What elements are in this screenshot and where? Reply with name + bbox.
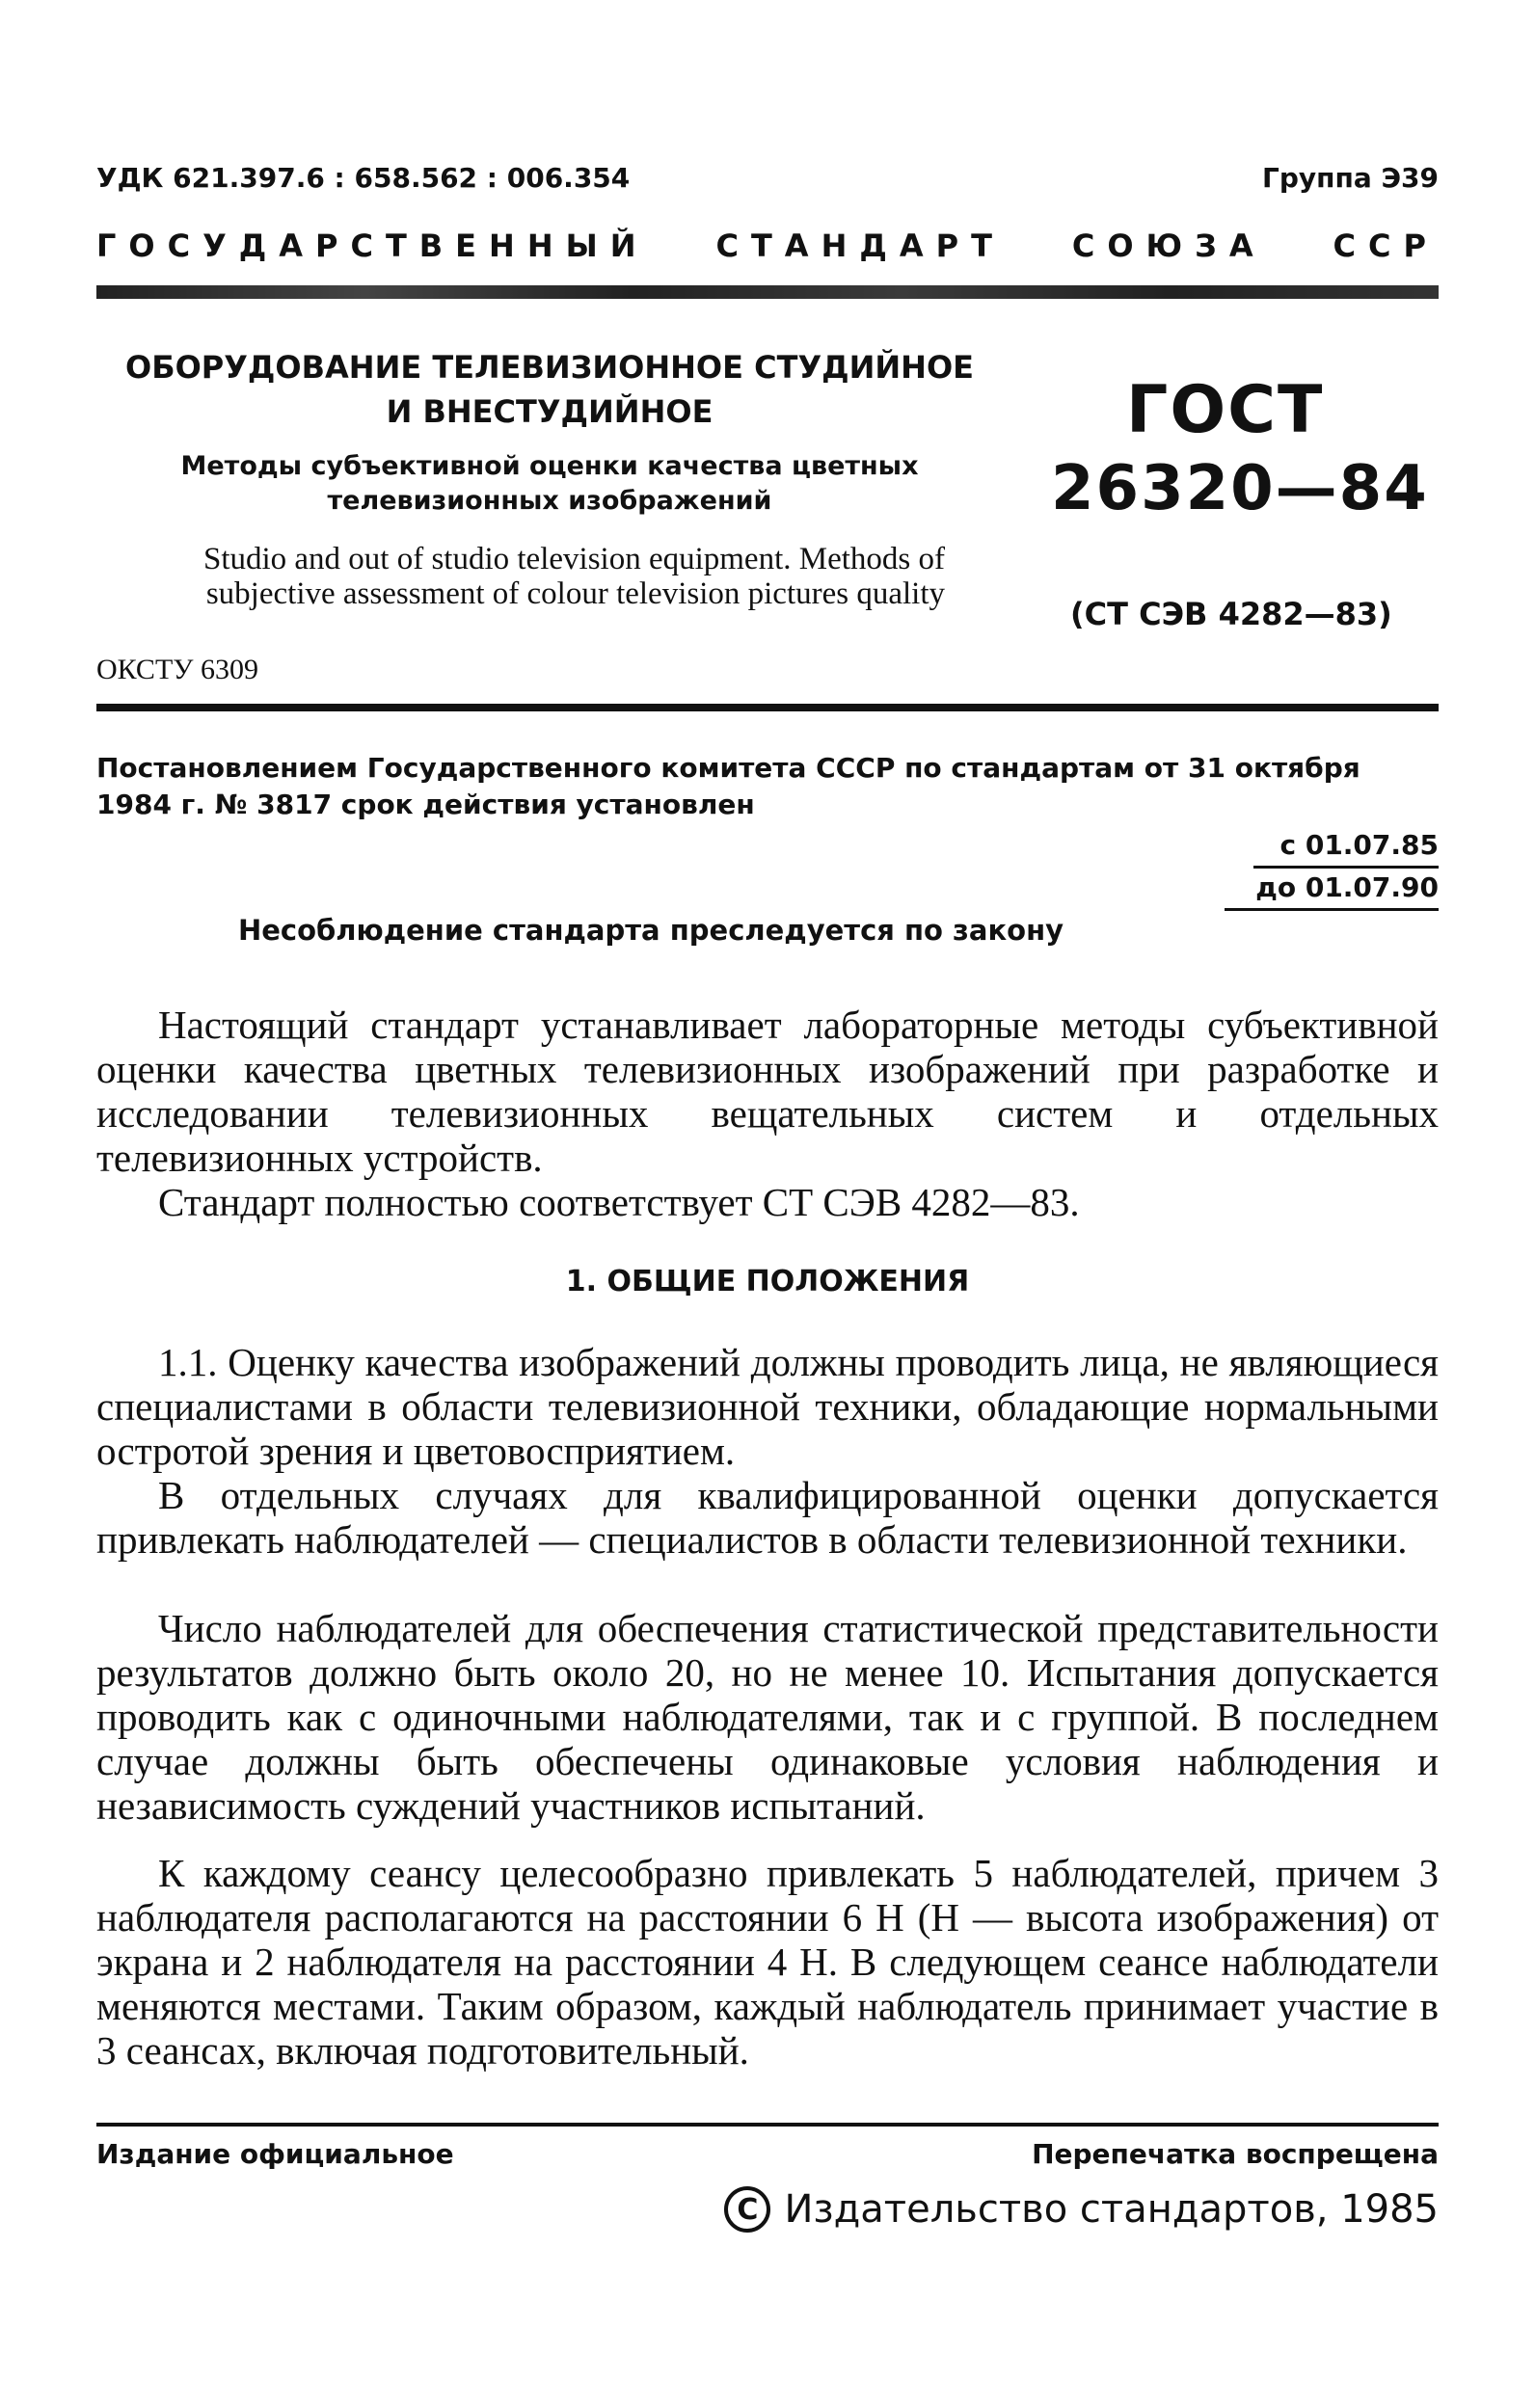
date-underline-1 xyxy=(1253,866,1439,869)
section-paragraph-2: В отдельных случаях для квалифицированной оценки допускается привлекать наблюдателей — специалистов в области телевизионной техники. xyxy=(96,1473,1439,1562)
noncompliance-notice: Несоблюдение стандарта преследуется по закону xyxy=(237,914,1064,947)
section-heading: 1. ОБЩИЕ ПОЛОЖЕНИЯ xyxy=(565,1265,970,1298)
publisher-line xyxy=(724,2186,1439,2233)
reprint-prohibited-label: Перепечатка воспрещена xyxy=(1032,2138,1439,2170)
resolution-text: Постановлением Государственного комитета СССР по стандартам от 31 октября 1984 г. № 3817 срок действия установлен xyxy=(96,752,1360,820)
footer-rule xyxy=(96,2123,1439,2127)
header-rule xyxy=(96,285,1439,299)
state-word-1: ГОСУДАРСТВЕННЫЙ xyxy=(96,227,649,264)
document-title-en: Studio and out of studio television equipment. Methods of subjective assessment of colour television pictures quality xyxy=(202,542,945,611)
date-underline-2 xyxy=(1225,908,1439,911)
official-edition-label: Издание официальное xyxy=(96,2138,454,2170)
state-word-2: СТАНДАРТ xyxy=(715,227,1005,264)
document-title-ru: ОБОРУДОВАНИЕ ТЕЛЕВИЗИОННОЕ СТУДИЙНОЕ И ВНЕСТУДИЙНОЕ xyxy=(125,349,975,430)
publisher-name: Издательство стандартов, 1985 xyxy=(784,2187,1439,2232)
intro-paragraph-2: Стандарт полностью соответствует СТ СЭВ 4282—83. xyxy=(158,1180,1080,1224)
effective-date-from: с 01.07.85 xyxy=(1279,829,1439,861)
gost-label: ГОСТ xyxy=(1126,372,1325,448)
document-subtitle-ru: Методы субъективной оценки качества цветных телевизионных изображений xyxy=(180,451,919,516)
state-word-3: СОЮЗА xyxy=(1071,227,1266,264)
section-paragraph-1: 1.1. Оценку качества изображений должны проводить лица, не являющиеся специалистами в области телевизионной техники, обладающие нормальными остротой зрения и цветовосприятием. xyxy=(96,1340,1439,1473)
state-word-4: ССР xyxy=(1333,227,1439,264)
title-rule xyxy=(96,704,1439,711)
st-sev-reference: (СТ СЭВ 4282—83) xyxy=(1070,596,1392,632)
copyright-icon: C xyxy=(724,2186,770,2233)
section-paragraph-3: Число наблюдателей для обеспечения статистической представительности результатов должно быть около 20, но не менее 10. Испытания допускается проводить как с одиночными наблюдателями, так и с группой. В последнем случае должны быть обеспечены одинаковые условия наблюдения и независимость суждений участников испытаний. xyxy=(96,1606,1439,1828)
intro-paragraph-1: Настоящий стандарт устанавливает лабораторные методы субъективной оценки качества цветных телевизионных изображений при разработке и исследовании телевизионных вещательных систем и отдельных телевизионных устройств. xyxy=(96,1003,1439,1180)
gost-number: 26320—84 xyxy=(1051,453,1429,524)
effective-date-to: до 01.07.90 xyxy=(1255,871,1439,903)
udk-code: УДК 621.397.6 : 658.562 : 006.354 xyxy=(96,162,631,194)
state-standard-banner xyxy=(96,227,1439,264)
section-paragraph-4: К каждому сеансу целесообразно привлекать 5 наблюдателей, причем 3 наблюдателя располагаются на расстоянии 6 Н (Н — высота изображения) от экрана и 2 наблюдателя на расстоянии 4 Н. В следующем сеансе наблюдатели меняются местами. Таким образом, каждый наблюдатель принимает участие в 3 сеансах, включая подготовительный. xyxy=(96,1851,1439,2073)
oksty-code: ОКСТУ 6309 xyxy=(96,654,259,685)
group-code: Группа Э39 xyxy=(1262,162,1439,194)
